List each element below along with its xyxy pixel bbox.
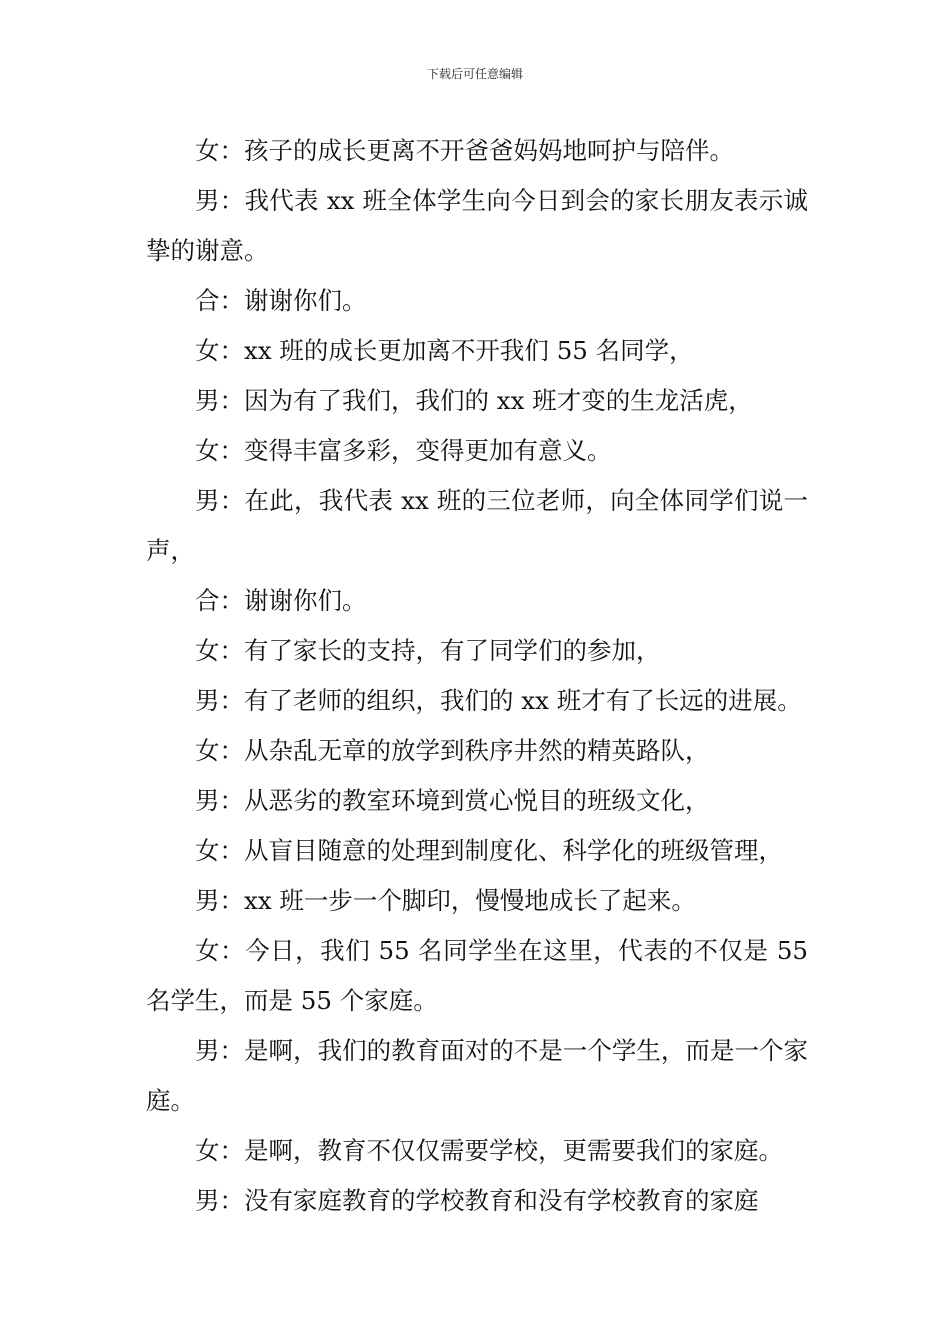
paragraph: 女：从盲目随意的处理到制度化、科学化的班级管理， xyxy=(195,836,783,865)
paragraph: 女：今日，我们 55 名同学坐在这里，代表的不仅是 55 名学生，而是 55 个家庭。 xyxy=(146,936,808,1015)
paragraph: 女：变得丰富多彩，变得更加有意义。 xyxy=(195,436,612,465)
paragraph: 女：xx 班的成长更加离不开我们 55 名同学， xyxy=(195,336,694,365)
paragraph: 男：我代表 xx 班全体学生向今日到会的家长朋友表示诚挚的谢意。 xyxy=(146,186,808,265)
paragraph: 男：没有家庭教育的学校教育和没有学校教育的家庭 xyxy=(195,1186,759,1215)
paragraph: 女：是啊，教育不仅仅需要学校，更需要我们的家庭。 xyxy=(195,1136,783,1165)
document-body xyxy=(146,126,808,1226)
paragraph: 男：从恶劣的教室环境到赏心悦目的班级文化， xyxy=(195,786,710,815)
paragraph: 男：有了老师的组织，我们的 xx 班才有了长远的进展。 xyxy=(195,686,802,715)
paragraph: 合：谢谢你们。 xyxy=(195,586,367,615)
paragraph: 男：因为有了我们，我们的 xx 班才变的生龙活虎， xyxy=(195,386,753,415)
header-note: 下载后可任意编辑 xyxy=(426,67,523,81)
paragraph: 男：是啊，我们的教育面对的不是一个学生，而是一个家庭。 xyxy=(146,1036,808,1115)
paragraph: 合：谢谢你们。 xyxy=(195,286,367,315)
paragraph: 女：有了家长的支持，有了同学们的参加， xyxy=(195,636,661,665)
paragraph: 男：xx 班一步一个脚印，慢慢地成长了起来。 xyxy=(195,886,696,915)
paragraph: 女：从杂乱无章的放学到秩序井然的精英路队， xyxy=(195,736,710,765)
paragraph: 女：孩子的成长更离不开爸爸妈妈地呵护与陪伴。 xyxy=(195,136,734,165)
paragraph: 男：在此，我代表 xx 班的三位老师，向全体同学们说一声， xyxy=(146,486,808,565)
